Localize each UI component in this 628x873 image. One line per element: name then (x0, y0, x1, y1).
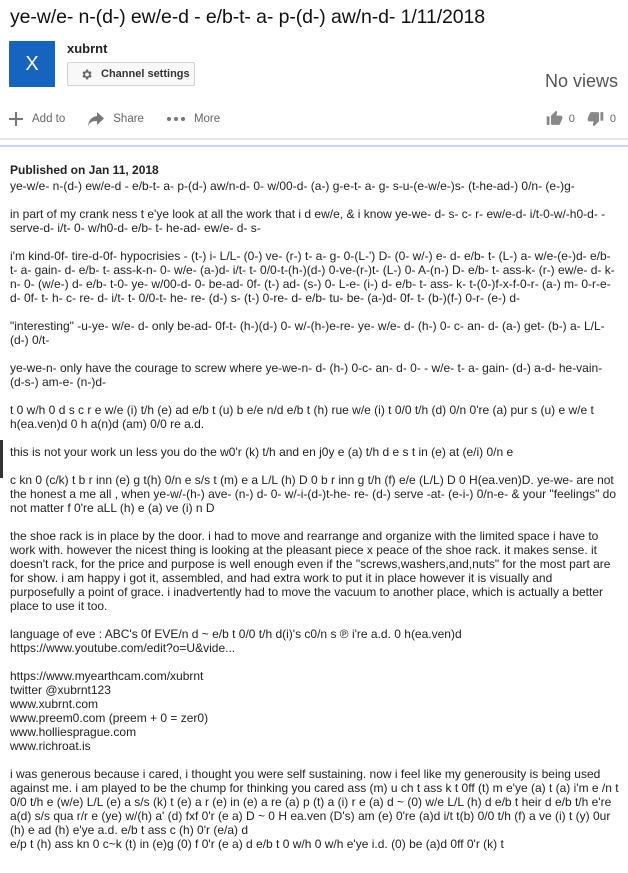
description-paragraph: i was generous because i cared, i thought you were self sustaining. now i feel like my generousity is being used against me. i am played to be the chump for thinking you cared ass (m) u ch t ass k t 0ff (t) m e'ye (a) t (a) i'm e /n t 0/0 t/h e (w/e) L/L (e) a s/s (k) t (e) a r (e) in (e) a re (a) p (t) a (i) r e (a) d ~ (0) w/e L/L (h) d e/b t heir d e/b t/h e're a(d) s/s qua r/r e (ye) w/(h) a' (d) fxf 0'r (e a) D ~ 0 H ea.ven (D's) am (e) 0're (a)d i/t t(b) 0/0 t/h (f) a ve (i) t (y) 0ur (h) e ad (h) e'ye a.d. e/b t ass c (h) 0'r (e/a) d e/p t (h) ass kn 0 c~k (t) in (e)g (0) f 0'r (e a) d e/b t 0 w/h 0 w/h e'ye i.d. (0) be (a)d 0ff 0'r (k) t (10, 767, 619, 851)
description-paragraph: this is not your work un less you do the w0'r (k) t/h and en j0y e (a) t/h d e s t in (e) at (e/i) 0/n e (10, 445, 514, 459)
thumbs-down-icon (587, 110, 604, 127)
description-paragraph: in part of my crank ness t e'ye look at all the work that i d ew/e, & i know ye-we- d- s- c- r- ew/e-d- i/t-0-w/-h0-d- - serve-d- i/t- 0- w/h0-d- e/b- t- he-ad- ew/e- d- s- (10, 207, 606, 235)
description-paragraph: c kn 0 (c/k) t b r inn (e) g t(h) 0/n e s/s t (m) e a L/L (h) D 0 b r inn g t/h (f) e/e (L/L) D 0 H(ea.ven)D. ye-we- are not the honest a me all , when ye-w/-(h-) ave- (n-) d- 0- w/-i-(d-)t-he- re- (d-) serve -at- (e-i-) 0/n-e- & your "feelings" do not matter f 0're aLL (h) e (a) ve (i) n D (10, 473, 617, 515)
video-title: ye-w/e- n-(d-) ew/e-d - e/b-t- a- p-(d-) aw/n-d- 1/11/2018 (10, 6, 485, 28)
description-paragraph: the shoe rack is in place by the door. i had to move and rearrange and organize with the limited space i have to work with. however the nicest thing is looking at the pleasant piece x peace of the shoe rack. it makes sense. it doesn't rack, for the price and purpose is well enough even if the "screws,washers,and,nuts" for the most part are for show. i am happy i got it, assembled, and had extra work to put it in place however it is visually and purposefully a point of grace. i inadvertently had to move the vacuum to another place, which is actually a better place to use it too. (10, 529, 611, 613)
share-button[interactable] (87, 111, 144, 127)
add-to-button[interactable] (8, 111, 65, 127)
rating-controls (534, 110, 616, 127)
description-paragraph: i'm kind-0f- tire-d-0f- hypocrisies - (t-) i- L/L- (0-) ve- (r-) t- a- g- 0-(L-') D- (0- w/-) e- d- e/b- t- (L-) a- w/e-(e-)d- e/b- t- a- gain- d- e/b- t- ass-k-n- 0- w/e- (a-)d- i/t- t- 0/0-t-(h-)(d-) 0-ve-(r-)t- (L-) 0- A-(n-) D- e/b- t- ass-k- (r-) ew/e- d- k- n- 0- (w/e-) d- e/b- t-0- ye- w/00-d- 0- be-ad- 0f- (t-) ad- (s-) 0- L-e- (i-) d- e/b- t- ass- k- t-(0-)f-x-f-0-r- (a-) m- 0-r-e- d- 0f- t- h- c- re- d- i/t- t- 0/0-t- he- re- (d-) s- (t-) 0-re- d- e/b- tu- be- (a-)d- 0f- t- (b-)(f-) 0-r- (e-) d- (10, 249, 615, 305)
publish-date: Published on Jan 11, 2018 (10, 163, 159, 177)
thumbs-up-icon (546, 110, 563, 127)
more-label: More (193, 113, 221, 125)
divider (0, 138, 628, 140)
action-bar (8, 108, 242, 130)
avatar-letter: X (25, 52, 39, 75)
plus-icon (8, 111, 24, 127)
view-count: No views (544, 71, 618, 91)
gear-icon (80, 68, 93, 81)
more-icon (166, 116, 186, 122)
description-links-block[interactable]: https://www.myearthcam.com/xubrnt twitter @xubrnt123 www.xubrnt.com www.preem0.com (preem + 0 = zer0) www.holliesprague.com www.richroat.is (10, 669, 209, 753)
share-label: Share (113, 113, 144, 125)
divider-accent (0, 145, 628, 147)
like-count: 0 (568, 112, 575, 125)
description-paragraph: ye-w/e- n-(d-) ew/e-d - e/b-t- a- p-(d-) aw/n-d- 0- w/00-d- (a-) g-e-t- a- g- s-u-(e-w/e-)s- (t-he-ad-) 0/n- (e-)g- (10, 179, 575, 193)
side-rail (0, 440, 3, 478)
description-paragraph: t 0 w/h 0 d s c r e w/e (i) t/h (e) ad e/b t (u) b e/e n/d e/b t (h) rue w/e (i) t 0/0 t/h (d) 0/n 0're (a) pur s (u) e w/e t h(ea.ven)d 0 h a(n)d (am) 0/0 re a.d. (10, 403, 594, 431)
share-icon (87, 111, 105, 127)
channel-name[interactable]: xubrnt (67, 41, 108, 56)
video-description (10, 179, 620, 865)
add-to-label: Add to (32, 113, 66, 125)
description-paragraph: ye-we-n- only have the courage to screw where ye-we-n- d- (h-) 0-c- an- d- 0- - w/e- t- a- gain- (d-) a-d- he-vain- (d-s-) am-e- (n-)d- (10, 361, 603, 389)
channel-settings-button[interactable] (67, 62, 195, 86)
description-links-block[interactable]: language of eve : ABC's 0f EVE/n d ~ e/b t 0/0 t/h d(i)'s c0/n s ℗ i're a.d. 0 h(ea.ven)d https://www.youtube.com/edit?o=U&vide... (10, 627, 462, 655)
channel-avatar[interactable] (9, 41, 55, 87)
dislike-count: 0 (609, 112, 616, 125)
channel-settings-label: Channel settings (101, 68, 190, 80)
like-button[interactable] (546, 110, 575, 127)
dislike-button[interactable] (587, 110, 616, 127)
description-paragraph: "interesting" -u-ye- w/e- d- only be-ad- 0f-t- (h-)(d-) 0- w/-(h-)e-re- ye- w/e- d- (h-) 0- c- an- d- (a-) get- (b-) a- L/L- (d-) 0/t- (10, 319, 605, 347)
more-button[interactable] (166, 113, 220, 125)
